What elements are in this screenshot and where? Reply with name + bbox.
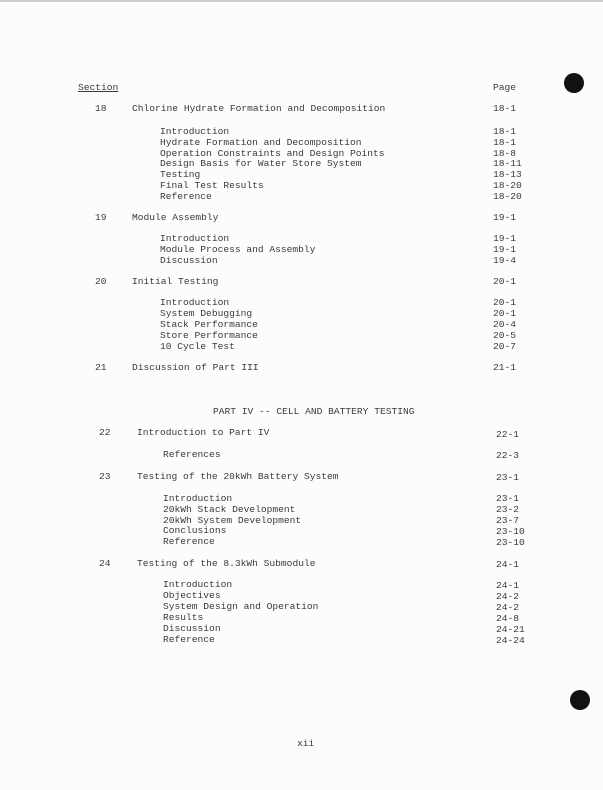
section-number: 23: [99, 471, 111, 482]
toc-entry: 20kWh System Development: [163, 515, 302, 526]
page-column-header: Page: [493, 82, 517, 93]
section-number: 20: [95, 276, 107, 287]
toc-entry-page: 18-1: [493, 126, 517, 137]
punch-hole: [570, 690, 590, 710]
toc-entry: System Design and Operation: [163, 601, 319, 612]
toc-entry-page: 22-3: [496, 450, 520, 461]
toc-entry-page: 18-11: [493, 158, 522, 169]
toc-entry: Results: [163, 612, 204, 623]
section-number: 22: [99, 427, 111, 438]
toc-entry: Reference: [163, 536, 215, 547]
toc-entry: Store Performance: [160, 330, 258, 341]
toc-entry-page: 19-1: [493, 233, 517, 244]
toc-entry-page: 23-1: [496, 493, 520, 504]
toc-entry-page: 18-20: [493, 180, 522, 191]
toc-entry: Conclusions: [163, 525, 227, 536]
section-number: 21: [95, 362, 107, 373]
toc-entry: Hydrate Formation and Decomposition: [160, 137, 362, 148]
section-column-header: Section: [78, 82, 119, 93]
toc-entry: Introduction: [163, 579, 233, 590]
section-title: Discussion of Part III: [132, 362, 259, 373]
section-number: 19: [95, 212, 107, 223]
toc-entry: Objectives: [163, 590, 221, 601]
toc-entry: References: [163, 449, 221, 460]
toc-entry: Reference: [163, 634, 215, 645]
toc-entry-page: 20-4: [493, 319, 517, 330]
toc-entry-page: 24-21: [496, 624, 525, 635]
toc-entry-page: 24-2: [496, 591, 520, 602]
toc-entry: Stack Performance: [160, 319, 258, 330]
toc-entry-page: 23-10: [496, 537, 525, 548]
punch-hole: [564, 73, 584, 93]
toc-entry: Discussion: [160, 255, 218, 266]
toc-entry: Introduction: [160, 126, 230, 137]
section-title: Module Assembly: [132, 212, 219, 223]
toc-entry: Introduction: [160, 297, 230, 308]
section-page: 21-1: [493, 362, 517, 373]
section-page: 19-1: [493, 212, 517, 223]
toc-entry-page: 18-13: [493, 169, 522, 180]
section-page: 18-1: [493, 103, 517, 114]
toc-entry: Final Test Results: [160, 180, 264, 191]
toc-entry: 10 Cycle Test: [160, 341, 235, 352]
toc-entry-page: 20-5: [493, 330, 517, 341]
toc-entry: System Debugging: [160, 308, 253, 319]
toc-entry-page: 24-2: [496, 602, 520, 613]
section-title: Introduction to Part IV: [137, 427, 270, 438]
toc-entry: Module Process and Assembly: [160, 244, 316, 255]
toc-entry: Reference: [160, 191, 212, 202]
toc-entry-page: 18-20: [493, 191, 522, 202]
toc-entry-page: 24-24: [496, 635, 525, 646]
section-title: Chlorine Hydrate Formation and Decomposition: [132, 103, 386, 114]
section-page: 23-1: [496, 472, 520, 483]
toc-entry-page: 19-1: [493, 244, 517, 255]
toc-entry-page: 24-8: [496, 613, 520, 624]
section-page: 24-1: [496, 559, 520, 570]
toc-entry: Testing: [160, 169, 201, 180]
page-number: xii: [297, 738, 315, 749]
section-title: Testing of the 8.3kWh Submodule: [137, 558, 316, 569]
toc-entry: Discussion: [163, 623, 221, 634]
toc-entry-page: 18-1: [493, 137, 517, 148]
toc-entry-page: 19-4: [493, 255, 517, 266]
toc-entry-page: 24-1: [496, 580, 520, 591]
section-title: Initial Testing: [132, 276, 219, 287]
section-number: 18: [95, 103, 107, 114]
toc-entry: Design Basis for Water Store System: [160, 158, 362, 169]
toc-entry-page: 18-8: [493, 148, 517, 159]
toc-entry: Introduction: [163, 493, 233, 504]
toc-entry-page: 23-2: [496, 504, 520, 515]
toc-entry: Introduction: [160, 233, 230, 244]
toc-entry: Operation Constraints and Design Points: [160, 148, 385, 159]
scan-edge: [0, 0, 603, 2]
toc-entry-page: 20-1: [493, 308, 517, 319]
section-page: 22-1: [496, 429, 520, 440]
toc-entry-page: 20-7: [493, 341, 517, 352]
part-heading: PART IV -- CELL AND BATTERY TESTING: [213, 406, 415, 417]
toc-entry: 20kWh Stack Development: [163, 504, 296, 515]
section-title: Testing of the 20kWh Battery System: [137, 471, 339, 482]
toc-entry-page: 23-10: [496, 526, 525, 537]
toc-entry-page: 20-1: [493, 297, 517, 308]
section-page: 20-1: [493, 276, 517, 287]
section-number: 24: [99, 558, 111, 569]
toc-entry-page: 23-7: [496, 515, 520, 526]
